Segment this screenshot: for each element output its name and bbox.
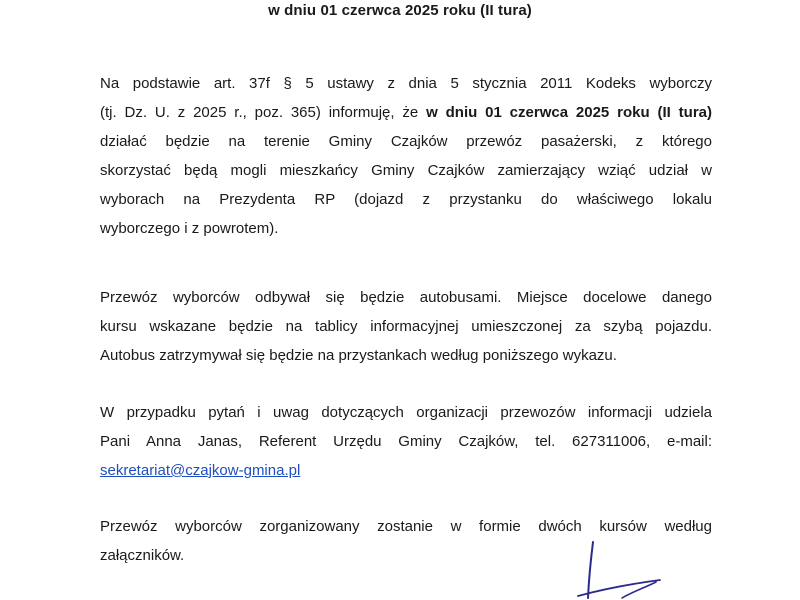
- text-segment: (tj. Dz. U. z 2025 r., poz. 365) informuję, że: [100, 104, 427, 121]
- text-line: załączników.: [100, 547, 185, 564]
- paragraph-legal-basis: [100, 69, 712, 243]
- document-title: w dniu 01 czerwca 2025 roku (II tura): [268, 2, 532, 19]
- election-date-bold: w dniu 01 czerwca 2025 roku (II tura): [426, 104, 712, 121]
- text-line: kursu wskazane będzie na tablicy informacyjnej umieszczonej za szybą pojazdu.: [100, 318, 712, 335]
- text-line: [100, 456, 712, 485]
- paragraph-bus-transport: [100, 283, 712, 370]
- paragraph-contact: [100, 398, 712, 485]
- text-line: działać będzie na terenie Gminy Czajków przewóz pasażerski, z którego: [100, 133, 712, 150]
- text-line: wyborach na Prezydenta RP (dojazd z przystanku do właściwego lokalu: [100, 191, 712, 208]
- text-line: Przewóz wyborców odbywał się będzie autobusami. Miejsce docelowe danego: [100, 289, 712, 306]
- text-line: W przypadku pytań i uwag dotyczących organizacji przewozów informacji udziela: [100, 404, 712, 421]
- text-line: Pani Anna Janas, Referent Urzędu Gminy Czajków, tel. 627311006, e-mail:: [100, 433, 712, 450]
- handwritten-signature-icon: [560, 540, 680, 600]
- text-line: wyborczego i z powrotem).: [100, 220, 279, 237]
- email-link[interactable]: sekretariat@czajkow-gmina.pl: [100, 462, 301, 479]
- text-line: [100, 98, 712, 127]
- text-line: skorzystać będą mogli mieszkańcy Gminy Czajków zamierzający wziąć udział w: [100, 162, 712, 179]
- text-line: Autobus zatrzymywał się będzie na przystankach według poniższego wykazu.: [100, 347, 617, 364]
- text-line: Przewóz wyborców zorganizowany zostanie w formie dwóch kursów według: [100, 518, 712, 535]
- text-line: Na podstawie art. 37f § 5 ustawy z dnia 5 stycznia 2011 Kodeks wyborczy: [100, 75, 712, 92]
